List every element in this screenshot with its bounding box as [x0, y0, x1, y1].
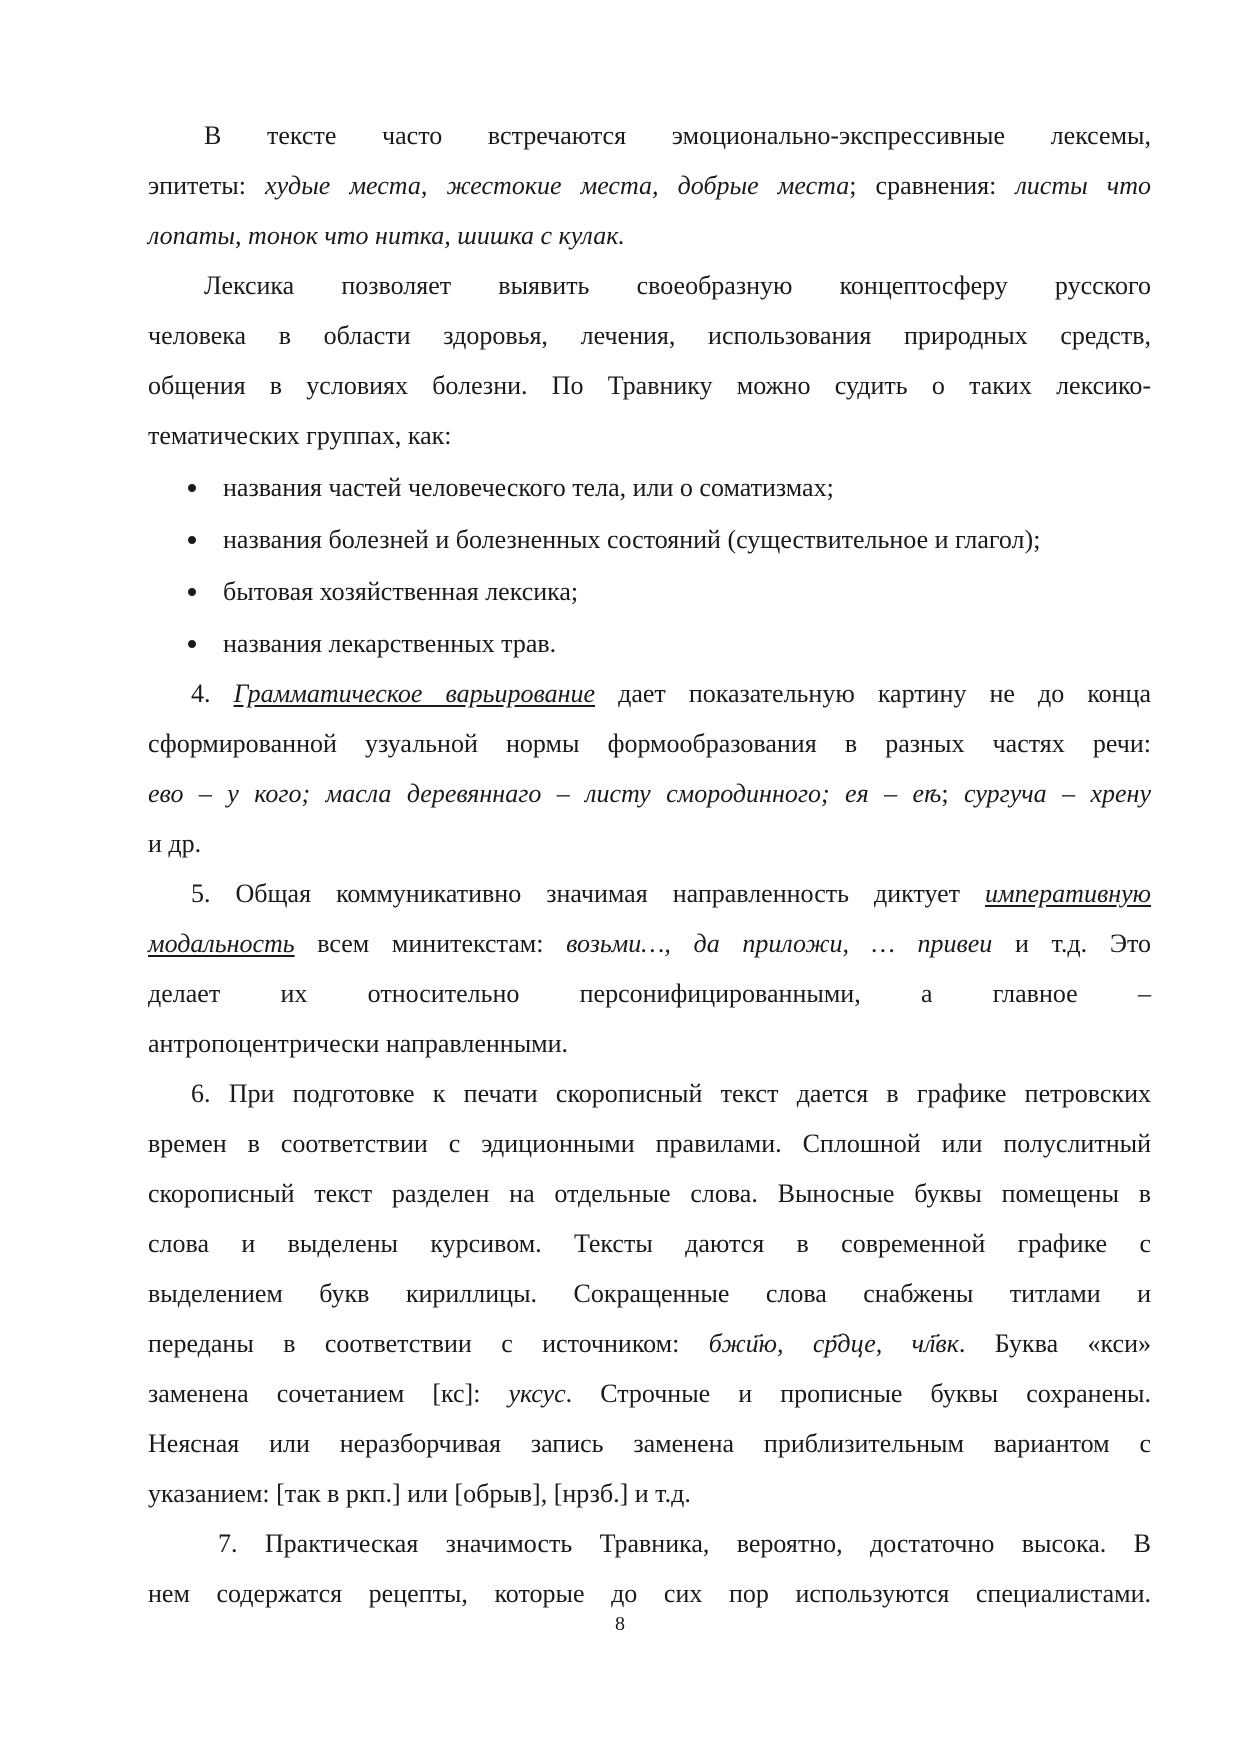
para6-line3: скорописный текст разделен на отдельные слова. Выносные буквы помещены в	[148, 1179, 1151, 1208]
para4-line2: сформированной узуальной нормы формообразования в разных частях речи:	[148, 729, 1151, 758]
bullet-item-4: названия лекарственных трав.	[223, 629, 557, 658]
para5-line4: антропоцентрически направленными.	[148, 1029, 569, 1058]
para6-line7: заменена сочетанием [кс]: уксус. Строчные и прописные буквы сохранены.	[148, 1379, 1151, 1408]
para5-line1: 5. Общая коммуникативно значимая направленность диктует императивную	[191, 879, 1151, 908]
para4-line1: 4. Грамматическое варьирование дает показательную картину не до конца	[191, 679, 1152, 708]
bullet-dot-icon	[188, 484, 196, 492]
para5-line3: делает их относительно персонифицированными, а главное –	[148, 979, 1151, 1008]
para2-line2: человека в области здоровья, лечения, использования природных средств,	[148, 321, 1151, 350]
para6-line4: слова и выделены курсивом. Тексты даются в современной графике с	[148, 1229, 1151, 1258]
page-number: 8	[615, 1613, 625, 1635]
para6-line8: Неясная или неразборчивая запись заменена приблизительным вариантом с	[148, 1429, 1151, 1458]
para4-line3: ево – у кого; масла деревяннаго – листу смородинного; ея – еѣ; сургуча – хрену	[148, 779, 1151, 808]
bullet-item-1: названия частей человеческого тела, или о соматизмах;	[223, 473, 834, 502]
para1-line2: эпитеты: худые места, жестокие места, добрые места; сравнения: листы что	[148, 171, 1151, 200]
bullet-item-3: бытовая хозяйственная лексика;	[223, 577, 579, 606]
para6-line1: 6. При подготовке к печати скорописный текст дается в графике петровских	[191, 1079, 1151, 1108]
para7-line2: нем содержатся рецепты, которые до сих пор используются специалистами.	[148, 1579, 1151, 1608]
bullet-item-2: названия болезней и болезненных состояний (существительное и глагол);	[223, 525, 1041, 554]
para2-line1: Лексика позволяет выявить своеобразную концептосферу русского	[204, 271, 1151, 300]
bullet-dot-icon	[188, 536, 196, 544]
para6-line2: времен в соответствии с эдиционными правилами. Сплошной или полуслитный	[148, 1129, 1151, 1158]
bullet-dot-icon	[188, 588, 196, 596]
para1-line3: лопаты, тонок что нитка, шишка с кулак.	[148, 221, 625, 250]
para6-line5: выделением букв кириллицы. Сокращенные слова снабжены титлами и	[148, 1279, 1151, 1308]
para2-line4: тематических группах, как:	[148, 421, 452, 450]
bullet-dot-icon	[188, 640, 196, 648]
para2-line3: общения в условиях болезни. По Травнику можно судить о таких лексико-	[148, 371, 1151, 400]
para1-line1: В тексте часто встречаются эмоционально-экспрессивные лексемы,	[204, 121, 1151, 150]
para4-line4: и др.	[148, 829, 202, 858]
para5-line2: модальность всем минитекстам: возьми…, да приложи, … привеи и т.д. Это	[148, 929, 1151, 958]
para6-line6: переданы в соответствии с источником: бжи҃ю, ср҃дце, чл҃вк. Буква «кси»	[148, 1329, 1151, 1358]
para7-line1: 7. Практическая значимость Травника, вероятно, достаточно высока. В	[218, 1529, 1151, 1558]
para6-line9: указанием: [так в ркп.] или [обрыв], [нрзб.] и т.д.	[148, 1479, 691, 1508]
